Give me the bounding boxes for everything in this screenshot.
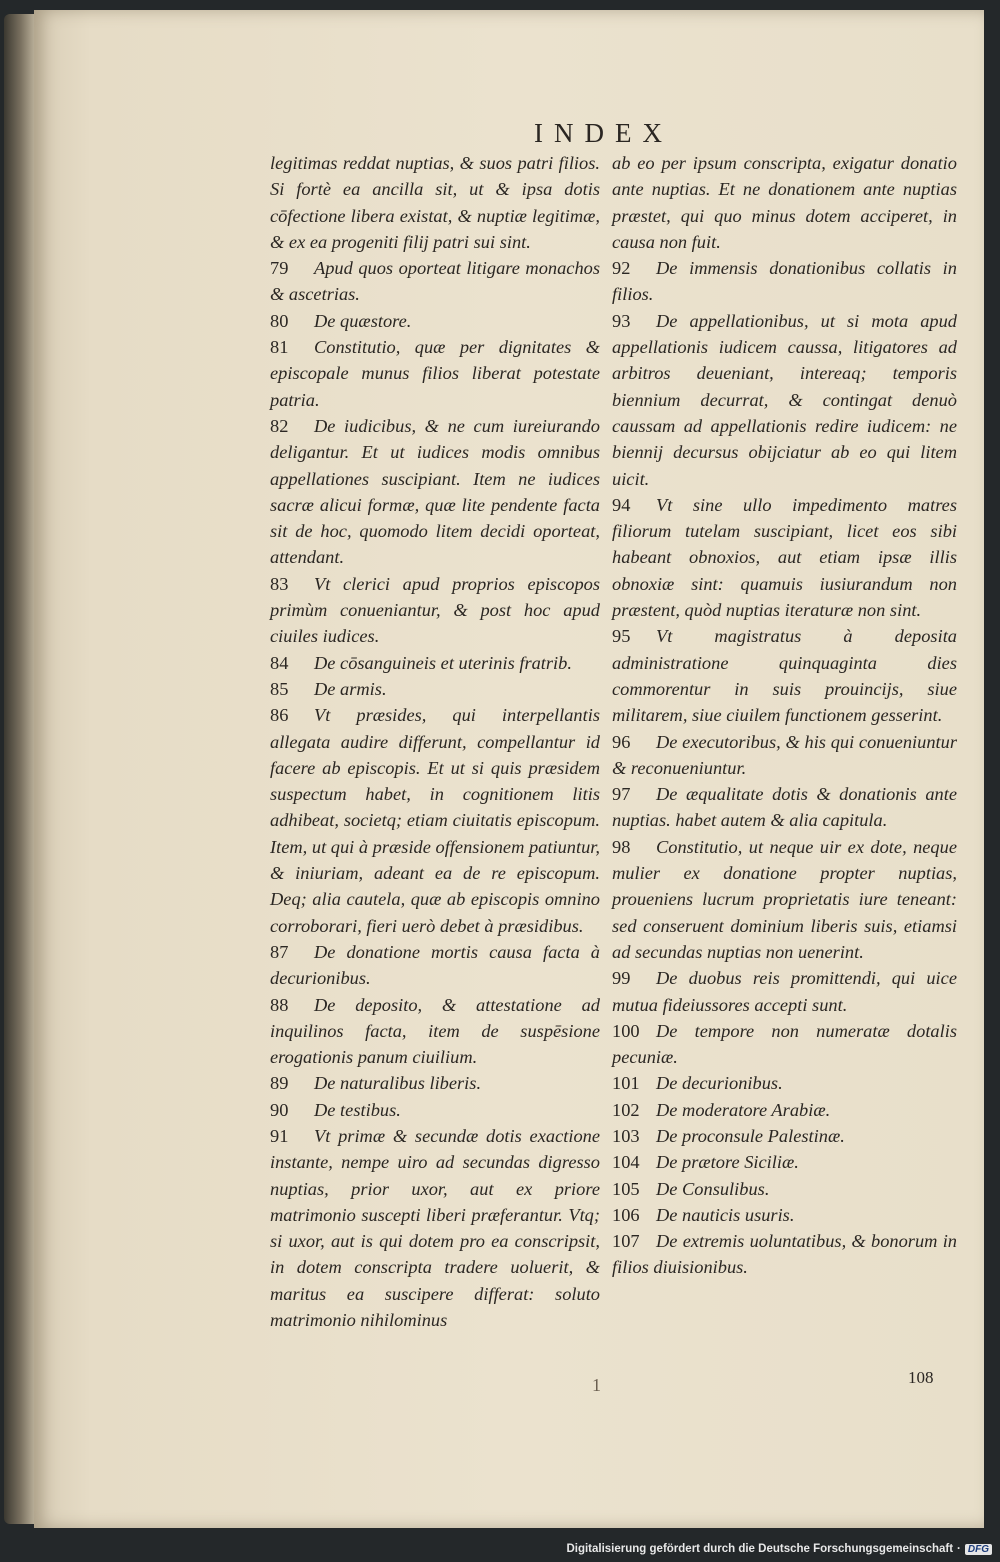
entry-number: 80 [270,310,289,331]
index-entry [270,150,600,255]
index-entry [612,623,957,728]
index-entry [270,1070,600,1096]
entry-number: 107 [612,1231,640,1252]
index-entry [612,1149,957,1175]
right-column [612,150,957,1281]
entry-number: 87 [270,941,289,962]
digitization-footer [566,1543,992,1555]
entry-text: Vt clerici apud proprios episcopos primùm conueniantur, & post hoc apud ciuiles iudices. [270,573,600,647]
entry-number: 81 [270,337,289,358]
entry-text: Constitutio, ut neque uir ex dote, neque mulier ex donatione propter nuptias, proueniens lucrum proprietatis iure teneant: sed conseruent dominium liberis suis, etiamsi ad secundas nuptias non uenerint. [612,836,957,962]
index-entry [270,676,600,702]
entry-number: 99 [612,968,631,989]
entry-text: legitimas reddat nuptias, & suos patri filios. Si fortè ea ancilla sit, ut & ipsa dotis cōfectione libera existat, & nuptiæ legitimæ, & ex ea progeniti filij patri sui sint. [270,153,600,252]
entry-text: De quæstore. [314,310,412,331]
entry-number: 90 [270,1099,289,1120]
index-entry [612,729,957,782]
index-entry [270,308,600,334]
index-entry [612,965,957,1018]
entry-text: De decurionibus. [656,1073,783,1094]
index-entry [612,1123,957,1149]
entry-text: Vt primæ & secundæ dotis exactione instante, nempe uiro ad secundas digresso nuptias, prior uxor, aut ex priore matrimonio suscepti liberi præferantur. Vtq; si uxor, aut is qui dotem pro ea conscripsit, in dotem conscripta tradere uoluerit, & maritus ea suscipere differat: soluto matrimonio nihilominus [270,1125,600,1331]
entry-number: 88 [270,994,289,1015]
index-entry [270,571,600,650]
left-column [270,150,600,1333]
entry-text: Constitutio, quæ per dignitates & episcopale munus filios liberat potestate patria. [270,337,600,410]
index-entry [270,413,600,571]
entry-text: De extremis uoluntatibus, & bonorum in filios diuisionibus. [612,1231,957,1278]
index-entry [612,1097,957,1123]
index-entry [612,255,957,308]
entry-text: De cōsanguineis et uterinis fratrib. [314,652,572,673]
index-entry [270,939,600,992]
index-entry [612,1070,957,1096]
entry-text: Vt sine ullo impedimento matres filiorum tutelam suscipiant, licet eos sibi habeant obnoxios, aut etiam ipsæ illis obnoxiæ sint: quamuis iusiurandum non præstent, quòd nuptias iteraturæ non sint. [612,494,957,621]
index-entry [270,650,600,676]
entry-text: De armis. [314,678,387,699]
index-entry [612,1018,957,1071]
index-entry [612,1228,957,1281]
index-entry [270,334,600,413]
entry-number: 95 [612,626,631,647]
entry-text: Vt magistratus à deposita administratione quinquaginta dies commorentur in suis prouincijs, siue militarem, siue ciuilem functionem gesserint. [612,626,957,726]
folio-number: 108 [908,1368,934,1387]
entry-text: De tempore non numeratæ dotalis pecuniæ. [612,1020,957,1068]
index-entry [612,1176,957,1202]
footer-separator: · [957,1543,961,1555]
entry-number: 96 [612,731,631,752]
index-entry [270,255,600,308]
entry-text: De executoribus, & his qui conueniuntur & reconueniuntur. [612,731,957,778]
entry-number: 100 [612,1020,640,1041]
entry-number: 79 [270,258,289,279]
footer-credit-text: Digitalisierung gefördert durch die Deutsche Forschungsgemeinschaft [566,1543,954,1555]
entry-number: 101 [612,1073,640,1094]
entry-number: 103 [612,1125,640,1146]
entry-text: ab eo per ipsum conscripta, exigatur donatio ante nuptias. Et ne donationem ante nuptias præstet, qui quo minus dotem acciperet, in causa non fuit. [612,153,957,252]
entry-number: 93 [612,310,631,331]
entry-number: 104 [612,1152,640,1173]
entry-number: 92 [612,258,631,279]
entry-number: 86 [270,705,289,726]
entry-text: De prætore Siciliæ. [656,1152,799,1173]
entry-text: De Consulibus. [656,1178,770,1199]
entry-text: Vt præsides, qui interpellantis allegata audire differunt, compellantur id facere ab episcopis. Et ut si quis præsidem suspectum habet, in cognitionem litis adhibeat, societq; etiam ciuitatis episcopum. Item, ut qui à præside offensionem patiuntur, & iniuriam, adeant ea de re episcopum. Deq; alia cautela, quæ ab episcopis omnino corroborari, fieri uerò debet à præsidibus. [270,705,600,936]
entry-text: Apud quos oporteat litigare monachos & ascetrias. [270,258,600,305]
entry-text: De appellationibus, ut si mota apud appellationis iudicem caussa, litigatores ad arbitros deueniant, intereaq; temporis biennium decurrat, & contingat denuò caussam ad appellationis redire iudicem: ne biennij decursus obijciatur ab eo qui litem uicit. [612,310,957,489]
entry-text: De immensis donationibus collatis in filios. [612,258,957,305]
entry-text: De æqualitate dotis & donationis ante nuptias. habet autem & alia capitula. [612,784,957,831]
entry-number: 105 [612,1178,640,1199]
index-entry [270,1123,600,1333]
entry-number: 83 [270,573,289,594]
entry-number: 89 [270,1073,289,1094]
entry-number: 85 [270,678,289,699]
index-entry [612,492,957,623]
entry-number: 94 [612,494,631,515]
entry-text: De duobus reis promittendi, qui uice mutua fideiussores accepti sunt. [612,968,957,1015]
entry-text: De donatione mortis causa facta à decurionibus. [270,941,600,989]
index-entry [612,834,957,965]
entry-number: 102 [612,1099,640,1120]
index-entry [612,308,957,492]
print-mark: 1 [592,1375,601,1395]
entry-text: De iudicibus, & ne cum iureiurando deligantur. Et ut iudices modis omnibus appellationes suscipiant. Item ne iudices sacræ alicui formæ, quæ lite pendente facta sit de hoc, quomodo litem decidi oporteat, attendant. [270,415,600,568]
entry-text: De moderatore Arabiæ. [656,1099,831,1120]
entry-number: 98 [612,836,631,857]
index-entry [270,702,600,939]
running-header: INDEX [534,118,673,148]
entry-number: 91 [270,1125,289,1146]
entry-number: 106 [612,1204,640,1225]
entry-text: De testibus. [314,1099,401,1120]
index-entry [270,1097,600,1123]
dfg-logo: DFG [965,1544,992,1555]
entry-text: De naturalibus liberis. [314,1073,482,1094]
entry-text: De deposito, & attestatione ad inquilinos facta, item de suspēsione erogationis panum ciuilium. [270,994,600,1068]
entry-number: 97 [612,784,631,805]
entry-number: 82 [270,415,289,436]
index-entry [270,992,600,1071]
entry-text: De nauticis usuris. [656,1204,795,1225]
entry-text: De proconsule Palestinæ. [656,1125,845,1146]
index-entry [612,781,957,834]
entry-number: 84 [270,652,289,673]
index-entry [612,1202,957,1228]
index-entry [612,150,957,255]
